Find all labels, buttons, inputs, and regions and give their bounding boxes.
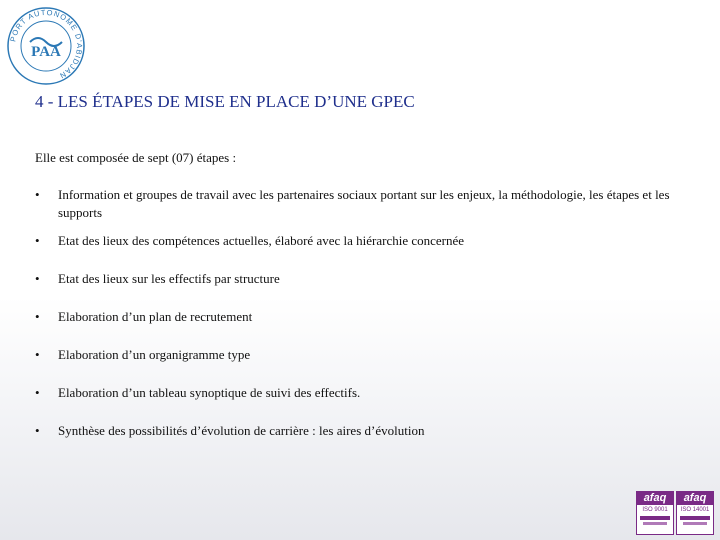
slide-title: 4 - LES ÉTAPES DE MISE EN PLACE D’UNE GPEC (35, 92, 415, 111)
list-item (35, 186, 695, 222)
list-item-text: Synthèse des possibilités d’évolution de carrière : les aires d’évolution (58, 423, 425, 438)
steps-list (35, 186, 695, 440)
cert-standard: ISO 14001 (680, 507, 710, 513)
afaq-iso9001-badge (636, 491, 674, 535)
bullet-icon: • (35, 385, 40, 400)
cert-band (680, 516, 710, 520)
logo-monogram: PAA (31, 44, 61, 60)
list-item (35, 232, 695, 250)
bullet-icon: • (35, 233, 40, 248)
list-item-text: Elaboration d’un tableau synoptique de suivi des effectifs. (58, 385, 361, 400)
logo-ring-text: PORT AUTONOME D'ABIDJAN (8, 7, 85, 81)
list-item (35, 422, 695, 440)
cert-band (643, 522, 667, 525)
bullet-icon: • (35, 271, 40, 286)
bullet-icon: • (35, 309, 40, 324)
afaq-logo-text: afaq (677, 492, 713, 505)
bullet-icon: • (35, 187, 40, 202)
list-item-text: Elaboration d’un organigramme type (58, 347, 251, 362)
afaq-iso14001-badge (676, 491, 714, 535)
cert-standard: ISO 9001 (642, 507, 668, 513)
list-item (35, 270, 695, 288)
intro-text: Elle est composée de sept (07) étapes : (35, 150, 237, 165)
bullet-icon: • (35, 347, 40, 362)
port-autonome-logo (6, 6, 86, 86)
list-item-text: Etat des lieux sur les effectifs par structure (58, 271, 280, 286)
list-item (35, 384, 695, 402)
cert-band (683, 522, 707, 525)
bullet-icon: • (35, 423, 40, 438)
list-item (35, 346, 695, 364)
afaq-logo-text: afaq (637, 492, 673, 505)
list-item-text: Elaboration d’un plan de recrutement (58, 309, 253, 324)
list-item-text: Information et groupes de travail avec les partenaires sociaux portant sur les enjeux, la méthodologie, les étapes et les supports (58, 187, 670, 220)
list-item-text: Etat des lieux des compétences actuelles, élaboré avec la hiérarchie concernée (58, 233, 465, 248)
list-item (35, 308, 695, 326)
cert-band (640, 516, 670, 520)
